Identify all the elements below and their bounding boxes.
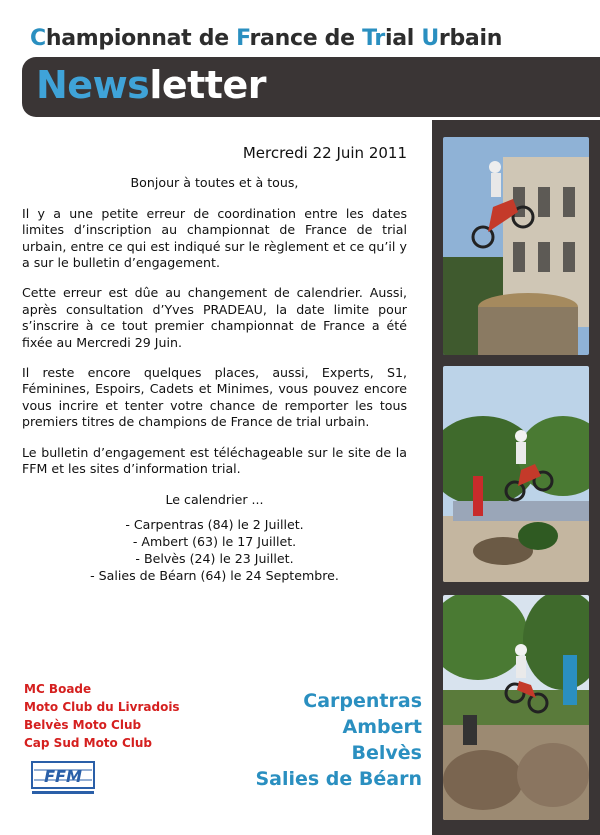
city-item: Carpentras [303, 690, 422, 712]
title-part: F [236, 26, 250, 51]
letter-paragraph-3: Il reste encore quelques places, aussi, Experts, S1, Féminines, Espoirs, Cadets et Minimes, vous pouvez encore vous incrire et tenter votre chance de remporter les tous premiers titres de champions de France de trial urbain. [22, 365, 407, 430]
calendar-item: - Ambert (63) le 17 Juillet. [132, 533, 297, 549]
calendar-list [22, 516, 407, 584]
calendar-item: - Belvès (24) le 23 Juillet. [135, 550, 294, 566]
title-part: rbain [438, 26, 503, 51]
club-item: Belvès Moto Club [24, 718, 142, 732]
title-part: hampionnat de [45, 26, 237, 51]
trial-photo-2 [443, 366, 589, 582]
letter-paragraph-2: Cette erreur est dûe au changement de calendrier. Aussi, après consultation d’Yves PRADEAU, la date limite pour s’inscrire à ce tout premier championnat de France a été fixée au Mercredi 29 Juin. [22, 285, 407, 350]
newsletter-letter: letter [149, 63, 266, 107]
city-item: Belvès [351, 742, 422, 764]
letter-body [22, 145, 407, 584]
letter-greeting: Bonjour à toutes et à tous, [130, 175, 299, 191]
club-list [24, 680, 180, 752]
letter-paragraph-1: Il y a une petite erreur de coordination entre les dates limites d’inscription au championnat de France de trial urbain, entre ce qui est indiqué sur le règlement et ce qu’il y a sur le bulletin d’engagement. [22, 205, 407, 271]
club-item: Moto Club du Livradois [24, 700, 180, 714]
city-item: Ambert [342, 716, 422, 738]
city-item: Salies de Béarn [255, 768, 422, 790]
newsletter-heading [36, 63, 266, 107]
calendar-item: - Carpentras (84) le 2 Juillet. [125, 516, 304, 532]
newsletter-news: News [36, 63, 150, 107]
title-part: rance de [249, 26, 363, 51]
calendar-item: - Salies de Béarn (64) le 24 Septembre. [90, 567, 339, 583]
page-title [30, 26, 502, 51]
trial-photo-3 [443, 595, 589, 820]
ffm-logo-text: FFM [44, 767, 82, 786]
letter-paragraph-4: Le bulletin d’engagement est téléchageable sur le site de la FFM et les sites d’information trial. [22, 444, 407, 477]
title-part: Tr [362, 26, 385, 51]
newsletter-banner [22, 57, 600, 117]
city-list [255, 688, 422, 792]
club-item: Cap Sud Moto Club [24, 736, 153, 750]
club-item: MC Boade [24, 682, 92, 696]
letter-date: Mercredi 22 Juin 2011 [242, 144, 407, 162]
trial-photo-1 [443, 137, 589, 355]
calendar-title: Le calendrier ... [165, 491, 264, 507]
title-part: U [421, 26, 439, 51]
title-part: ial [384, 26, 422, 51]
ffm-logo [30, 760, 100, 796]
title-part: C [30, 26, 46, 51]
